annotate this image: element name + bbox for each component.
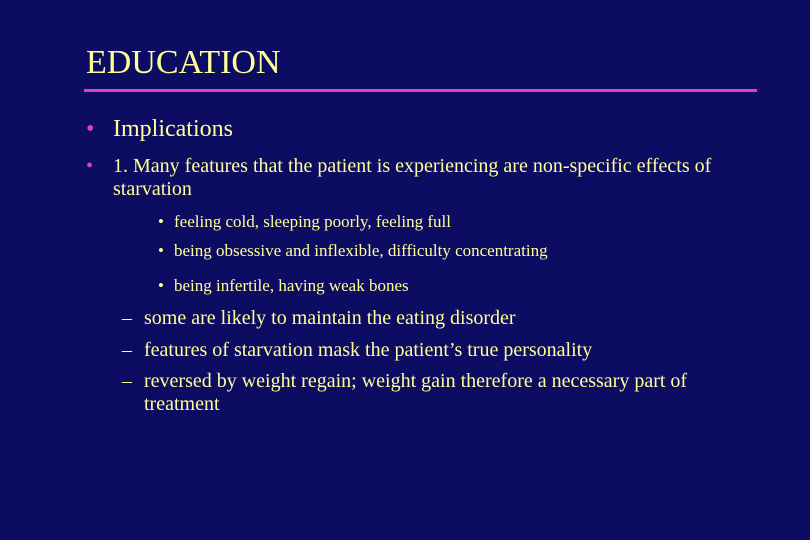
dash-item [122,370,744,416]
bullet-features [86,155,753,201]
bullet-text: 1. Many features that the patient is experiencing are non-specific effects of starvation [113,155,712,200]
dash-text: features of starvation mask the patient’s true personality [144,339,593,361]
title-divider [84,89,757,92]
sub-bullet-text: being infertile, having weak bones [174,276,409,295]
sub-bullet-marker: • [158,212,164,231]
bullet-marker: • [86,155,94,177]
sub-bullet [158,212,451,232]
dash-marker: – [122,307,132,329]
dash-item [122,339,744,362]
dash-text: some are likely to maintain the eating disorder [144,307,516,329]
sub-bullet [158,241,548,261]
bullet-text: Implications [113,116,233,142]
dash-item [122,307,744,330]
slide-title: EDUCATION [86,44,281,81]
sub-bullet-text: being obsessive and inflexible, difficulty concentrating [174,241,548,260]
dash-marker: – [122,339,132,361]
sub-bullet-text: feeling cold, sleeping poorly, feeling full [174,212,451,231]
dash-text: reversed by weight regain; weight gain therefore a necessary part of treatment [144,370,688,415]
bullet-marker: • [86,116,95,142]
sub-bullet-marker: • [158,241,164,260]
sub-bullet [158,276,409,296]
bullet-implications [86,116,233,143]
dash-marker: – [122,370,132,392]
sub-bullet-marker: • [158,276,164,295]
